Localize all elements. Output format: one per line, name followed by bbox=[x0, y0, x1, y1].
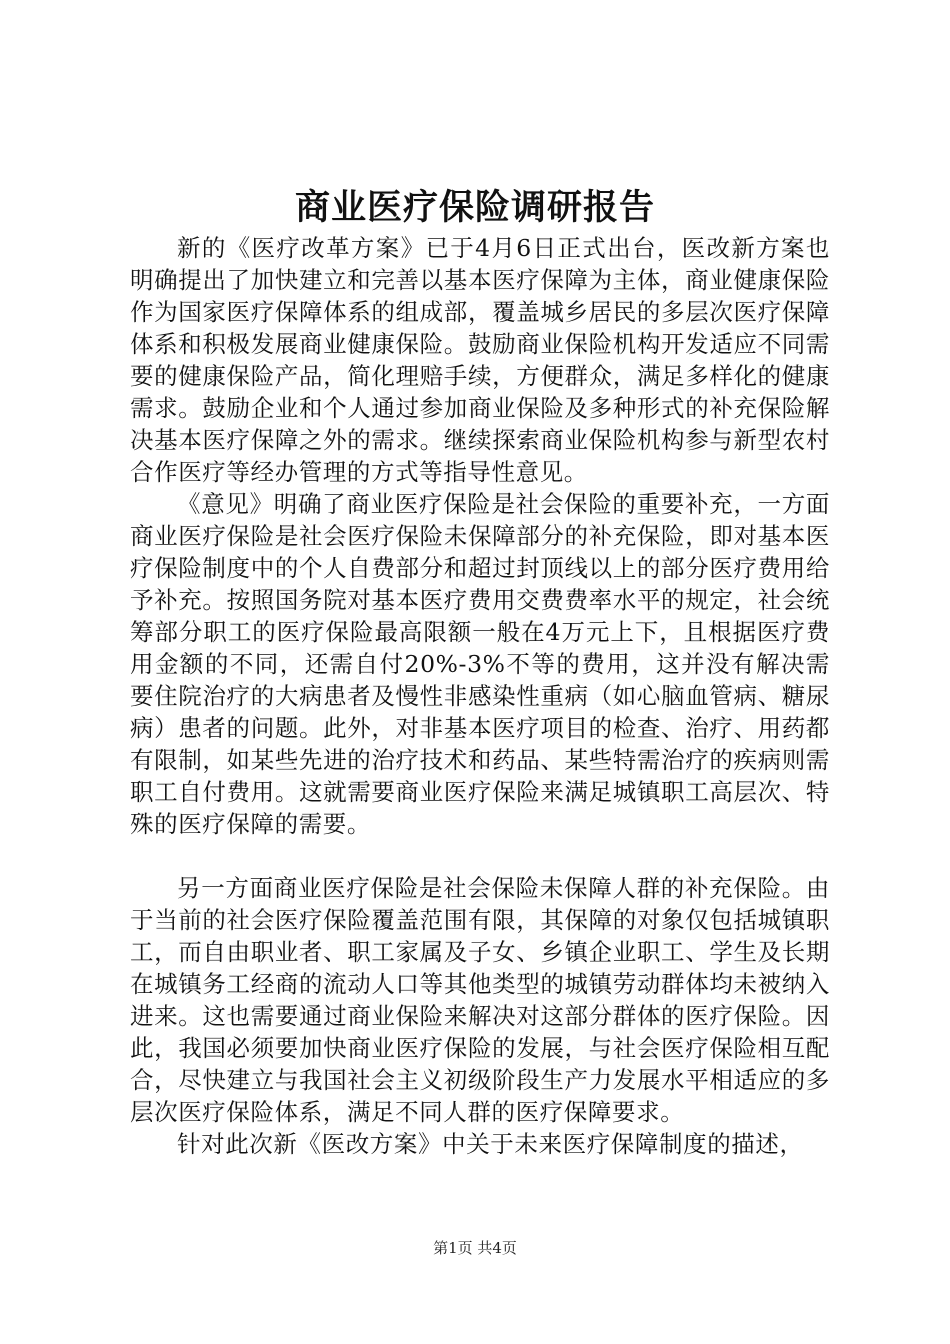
paragraph-1: 新的《医疗改革方案》已于4月6日正式出台，医改新方案也明确提出了加快建立和完善以基本医疗保障为主体，商业健康保险作为国家医疗保障体系的组成部，覆盖城乡居民的多层次医疗保障体系和积极发展商业健康保险。鼓励商业保险机构开发适应不同需要的健康保险产品，简化理赔手续，方便群众，满足多样化的健康需求。鼓励企业和个人通过参加商业保险及多种形式的补充保险解决基本医疗保障之外的需求。继续探索商业保险机构参与新型农村合作医疗等经办管理的方式等指导性意见。 bbox=[130, 234, 830, 486]
document-body bbox=[130, 232, 830, 1160]
page-footer: 第1页 共4页 bbox=[433, 1239, 517, 1257]
paragraph-4: 针对此次新《医改方案》中关于未来医疗保障制度的描述， bbox=[177, 1130, 804, 1158]
paragraph-2: 《意见》明确了商业医疗保险是社会保险的重要补充，一方面商业医疗保险是社会医疗保险未保障部分的补充保险，即对基本医疗保险制度中的个人自费部分和超过封顶线以上的部分医疗费用给予补充。按照国务院对基本医疗费用交费费率水平的规定，社会统筹部分职工的医疗保险最高限额一般在4万元上下，且根据医疗费用金额的不同，还需自付20%-3%不等的费用，这并没有解决需要住院治疗的大病患者及慢性非感染性重病（如心脑血管病、糖尿病）患者的问题。此外，对非基本医疗项目的检查、治疗、用药都有限制，如某些先进的治疗技术和药品、某些特需治疗的疾病则需职工自付费用。这就需要商业医疗保险来满足城镇职工高层次、特殊的医疗保障的需要。 bbox=[130, 490, 830, 838]
paragraph-3: 另一方面商业医疗保险是社会保险未保障人群的补充保险。由于当前的社会医疗保险覆盖范围有限，其保障的对象仅包括城镇职工，而自由职业者、职工家属及子女、乡镇企业职工、学生及长期在城镇务工经商的流动人口等其他类型的城镇劳动群体均未被纳入进来。这也需要通过商业保险来解决对这部分群体的医疗保险。因此，我国必须要加快商业医疗保险的发展，与社会医疗保险相互配合，尽快建立与我国社会主义初级阶段生产力发展水平相适应的多层次医疗保险体系，满足不同人群的医疗保障要求。 bbox=[130, 874, 830, 1126]
document-title: 商业医疗保险调研报告 bbox=[294, 187, 655, 228]
